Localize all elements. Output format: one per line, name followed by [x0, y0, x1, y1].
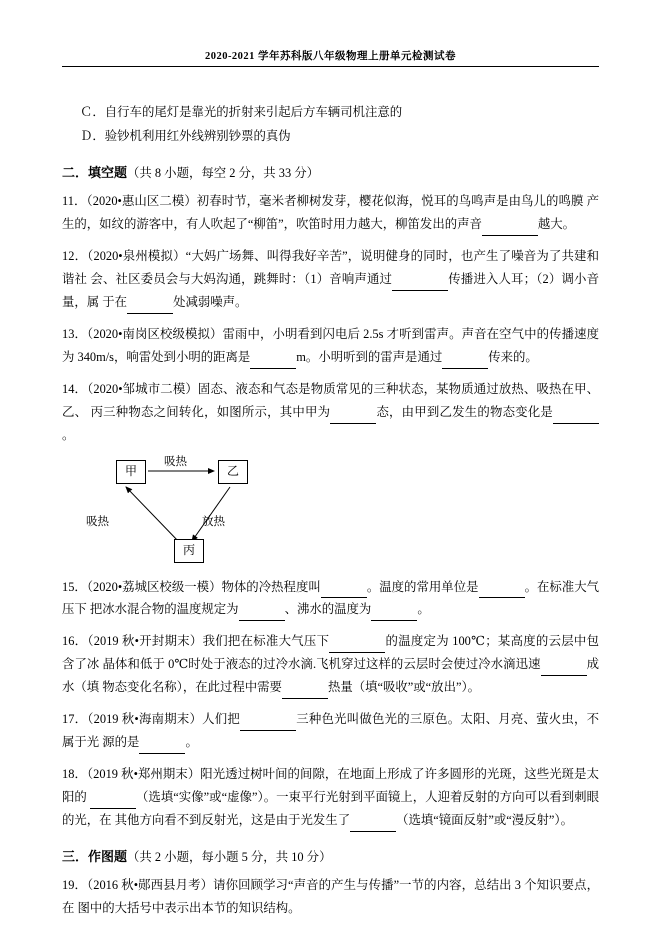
question-text: 把冰水混合物的温度规定为 [89, 602, 239, 617]
question-number: 18 [62, 767, 75, 782]
option-d: Ｄ．验钞机利用红外线辨别钞票的真伪 [80, 128, 291, 143]
question-13 [62, 323, 599, 369]
section-drawing [62, 846, 599, 865]
answer-blank[interactable] [321, 586, 367, 599]
question-11 [62, 190, 599, 236]
answer-blank[interactable] [371, 609, 417, 622]
answer-blank[interactable] [282, 686, 328, 699]
diagram-label-release: 放热 [202, 515, 225, 528]
question-text: ．（2019 秋•海南期末）人们把 [74, 712, 240, 727]
question-text: 。 [185, 735, 198, 750]
question-text: ．（2016 秋•郧西县月考）请你回顾学习“声音的产生与传播”一节的内容，总结出 3 个知识要点，在 [62, 877, 599, 915]
question-text: 。在标准大气压下 [62, 579, 600, 617]
question-text: ．（2019 秋•郑州期末）阳光透过树叶间的间隙，在地面上形成了许多圆形的光斑，这些光斑是太阳的 [62, 767, 599, 804]
header-title: 2020-2021 学年苏科版八年级物理上册单元检测试卷 [204, 51, 457, 62]
answer-blank[interactable] [479, 586, 525, 599]
top-options [62, 101, 599, 148]
question-number: 16 [62, 634, 75, 649]
question-text: （选填“实像”或“虚像”）。一束平行光射到平面镜上，人迎着反射的方向可以看到刺眼的光，在 [62, 790, 599, 827]
diagram-box-jia: 甲 [116, 460, 146, 484]
answer-blank[interactable] [90, 796, 136, 809]
header-divider [62, 66, 599, 67]
question-text: 丙三种物态之间转化，如图所示，其中甲为 [90, 404, 331, 419]
question-text: 、沸水的温度为 [284, 602, 372, 617]
question-number: 17 [62, 712, 75, 727]
question-text: 。 [417, 602, 430, 617]
section-name: 三．作图题 [62, 848, 128, 864]
question-text: 三种色光叫做色光的三原色。太阳、月亮、萤火虫，不属于光 [62, 712, 599, 750]
question-number: 11 [62, 194, 74, 209]
question-text: 成水（填 [62, 657, 599, 695]
answer-blank[interactable] [240, 718, 296, 731]
diagram-label-absorb-1: 吸热 [164, 455, 187, 468]
question-text: 图中的大括号中表示出本节的知识结构。 [77, 900, 301, 915]
question-text: 越大。 [537, 217, 576, 232]
question-text: ．（2020•荔城区校级一模）物体的冷热程度叫 [74, 579, 321, 594]
question-number: 19 [62, 877, 75, 892]
answer-blank[interactable] [553, 411, 599, 424]
answer-blank[interactable] [541, 663, 587, 676]
question-12 [62, 245, 599, 314]
answer-blank[interactable] [239, 609, 285, 622]
question-text: 源的是 [102, 735, 140, 750]
question-number: 12 [62, 249, 75, 263]
section-name: 二．填空题 [62, 165, 128, 181]
question-text: 产生的，如纹的游客中，有人吹起了“柳笛”，吹笛时用力越大，柳笛发出的声音 [62, 194, 599, 232]
question-16 [62, 630, 599, 699]
diagram-label-absorb-2: 吸热 [86, 515, 109, 528]
question-text: ．（2020•南岗区校级模拟）雷雨中，小明看到闪电后 2.5s 才听到雷声。声音在空气中的传播速度为 [62, 326, 599, 364]
option-c: Ｃ．自行车的尾灯是靠光的折射来引起后方车辆司机注意的 [80, 105, 403, 119]
answer-blank[interactable] [139, 741, 185, 754]
question-number: 13 [62, 326, 75, 341]
question-text: 于在 [102, 294, 128, 309]
question-text: 其他方向看不到反射光，这是由于光发生了 [114, 812, 351, 827]
page-header [62, 0, 599, 67]
answer-blank[interactable] [350, 819, 396, 832]
state-change-diagram [84, 455, 319, 567]
question-19 [62, 874, 599, 920]
question-text: 会、社区委员会与大妈沟通，跳舞时：（1）音响声通过 [90, 271, 393, 286]
question-text: 。 [62, 427, 75, 442]
answer-blank[interactable] [127, 301, 173, 314]
question-text: 处减弱噪声。 [173, 294, 248, 309]
answer-blank[interactable] [250, 356, 296, 369]
answer-blank[interactable] [330, 411, 376, 424]
question-17 [62, 708, 599, 754]
question-text: 。温度的常用单位是 [366, 579, 479, 594]
question-text: ．（2020•惠山区二模）初春时节，毫米者柳树发芽，樱花似海，悦耳的鸟鸣声是由鸟儿的鸣膜 [73, 194, 584, 209]
question-text: 物态变化名称），在此过程中需要 [102, 680, 282, 695]
question-15 [62, 576, 599, 622]
question-text: ．（2020•泉州模拟）“大妈广场舞、叫得我好辛苦”，说明健身的同时，也产生了噪音为了共建和谐社 [62, 249, 599, 286]
answer-blank[interactable] [442, 356, 488, 369]
question-number: 14 [62, 381, 75, 396]
question-text: 态，由甲到乙发生的物态变化是 [376, 404, 554, 419]
question-text: 晶体和低于 0℃时处于液态的过冷水滴.飞机穿过这样的云层时会使过冷水滴迅速 [102, 657, 541, 672]
question-18 [62, 763, 599, 832]
answer-blank[interactable] [392, 278, 448, 291]
diagram-box-yi: 乙 [218, 460, 248, 484]
question-text: 热量（填“吸收”或“放出”）。 [327, 680, 481, 695]
question-text: 的温度定为 100℃；某高度的云层中包含了冰 [62, 634, 599, 672]
question-14 [62, 378, 599, 447]
question-text: ．（2019 秋•开封期末）我们把在标准大气压下 [74, 634, 330, 649]
question-text: 传来的。 [488, 349, 538, 364]
question-text: m。小明听到的雷声是通过 [296, 349, 443, 364]
section-meta: （共 2 小题，每小题 5 分，共 10 分） [127, 849, 332, 864]
section-fill-in-blank [62, 162, 599, 181]
question-text: （选填“镜面反射”或“漫反射”）。 [396, 812, 573, 827]
question-text: 传播进入人耳；（2）调小音量，属 [62, 271, 599, 309]
answer-blank[interactable] [329, 641, 385, 654]
question-text: 340m/s，响雷处到小明的距离是 [77, 349, 251, 364]
diagram-box-bing: 丙 [174, 539, 204, 563]
question-number: 15 [62, 579, 75, 594]
question-text: ．（2020•邹城市二模）固态、液态和气态是物质常见的三种状态，某物质通过放热、吸热在甲、乙、 [62, 381, 599, 419]
section-meta: （共 8 小题，每空 2 分，共 33 分） [127, 166, 320, 181]
answer-blank[interactable] [482, 223, 538, 236]
